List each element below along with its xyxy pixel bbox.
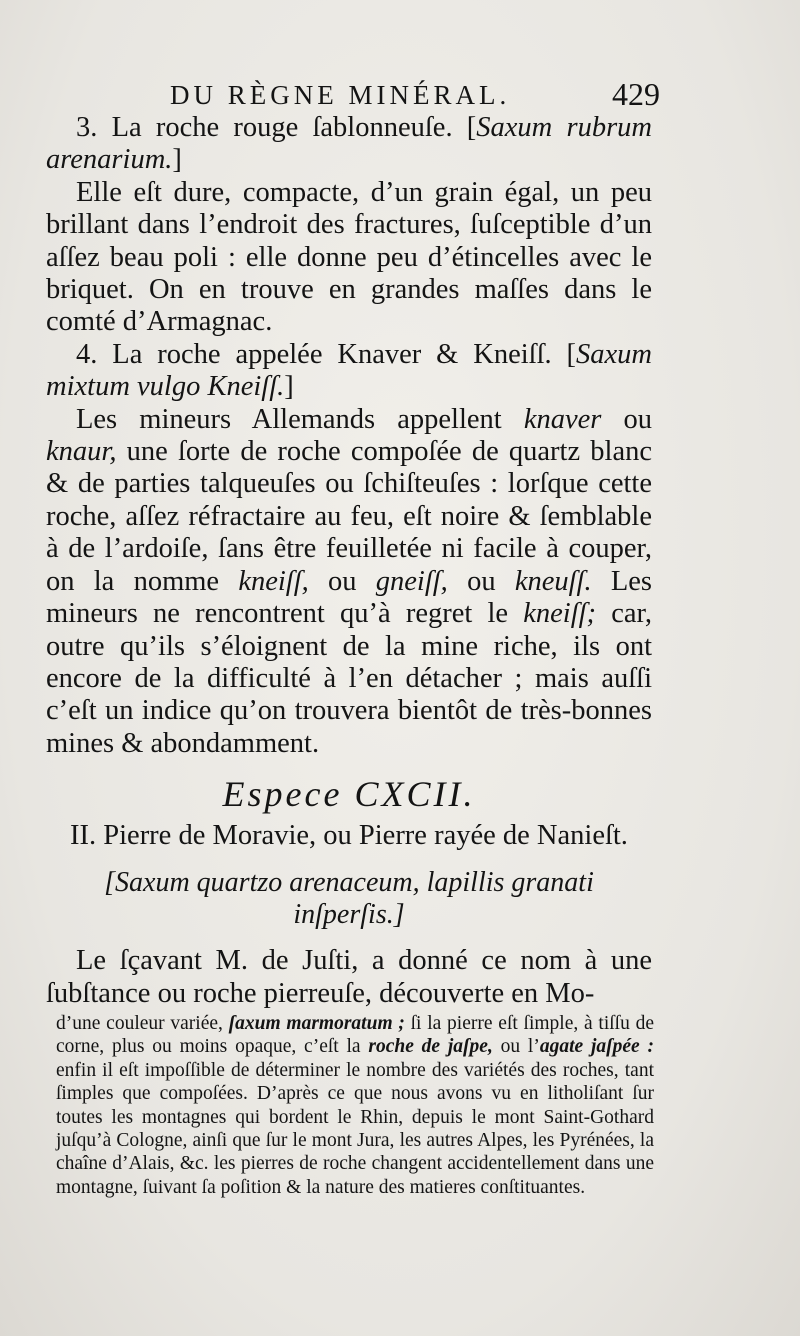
species-heading: Espece CXCII. (222, 774, 476, 815)
text-run: une ſorte de roche compoſée de quartz blanc & de parties talqueuſes ou ſchiſteuſes : lorſque cette roche, aſſez réfractaire au feu, eſt noire & ſemblable à de l’ardoiſe, ſans être feuilletée ni facile à couper, on la nomme (46, 436, 652, 597)
running-title: DU RÈGNE MINÉRAL. (170, 80, 511, 110)
text-run: ou l’ (492, 1036, 540, 1058)
page-header (170, 76, 660, 116)
footnote-text (56, 1012, 654, 1199)
paragraph-roche-rouge (46, 112, 652, 177)
species-title: II. Pierre de Moravie, ou Pierre rayée de Nanieſt. (70, 819, 628, 851)
latin-name: Saxum rubrum arenarium. (46, 112, 652, 176)
main-text (46, 112, 652, 1010)
text-run: d’une couleur variée, (56, 1013, 229, 1034)
term-italic: knaur, (46, 436, 117, 468)
term-italic: ſaxum marmoratum ; (228, 1013, 405, 1034)
text-run: Les mineurs Allemands appellent (76, 403, 524, 435)
text-run: ſi la pierre eſt ſimple, à tiſſu de corne, plus ou moins opaque, c’eſt la (56, 1013, 654, 1058)
footnote (56, 1012, 654, 1199)
text-run: ou (308, 565, 376, 597)
paragraph-mineurs (46, 404, 652, 760)
term-italic: kneiſſ; (523, 598, 597, 630)
term-italic: gneiſſ, (375, 565, 448, 597)
term-italic: knaver (523, 403, 602, 435)
term-italic: kneiſſ, (238, 565, 309, 597)
bracket: ] (284, 371, 294, 403)
paragraph-description: Elle eſt dure, compacte, d’un grain égal, un peu brillant dans l’endroit des fractures, ſuſceptible d’un aſſez beau poli : elle donne peu d’étincelles avec le briquet. On en trouve en grandes maſſes dans le comté d’Armagnac. (46, 176, 652, 338)
species-latin-name: [Saxum quartzo arenaceum, lapillis granati inſperſis.] (104, 866, 594, 930)
paragraph-knaver (46, 339, 652, 404)
text-run: ou (447, 565, 515, 597)
term-italic: kneuſſ. (514, 565, 592, 597)
paragraph-justi: Le ſçavant M. de Juſti, a donné ce nom à une ſubſtance ou roche pierreuſe, découverte en Mo- (46, 945, 652, 1009)
text-run: car, outre qu’ils s’éloignent de la mine riche, ils ont encore de la difficulté à l’en détacher ; mais auſſi c’eſt un indice qu’on trouvera bientôt de très-bonnes mines & abondamment. (46, 598, 652, 759)
text-run: enfin il eſt impoſſible de déterminer le nombre des variétés des roches, tant ſimples que compoſées. D’après ce que nous avons vu en litholiſant ſur toutes les montagnes qui bordent le Rhin, depuis le mont Saint-Gothard juſqu’à Cologne, ainſi que ſur le mont Jura, les autres Alpes, les Pyrénées, la chaîne d’Alais, &c. les pierres de roche changent accidentellement dans une montagne, ſuivant ſa poſition & la nature des matieres conſtituantes. (56, 1059, 654, 1198)
latin-name: Saxum mixtum vulgo Kneiſſ. (46, 338, 652, 403)
entry-title: 4. La roche appelée Knaver & Kneiſſ. [ (76, 338, 577, 370)
term-italic: roche de jaſpe, (368, 1036, 493, 1058)
page-number: 429 (612, 76, 660, 112)
bracket: ] (172, 144, 182, 176)
text-run: ou (601, 403, 652, 435)
entry-title: 3. La roche rouge ſablonneuſe. [ (76, 112, 477, 143)
text-run: Les mineurs ne rencontrent qu’à regret le (46, 565, 652, 630)
term-italic: agate jaſpée : (539, 1036, 654, 1058)
